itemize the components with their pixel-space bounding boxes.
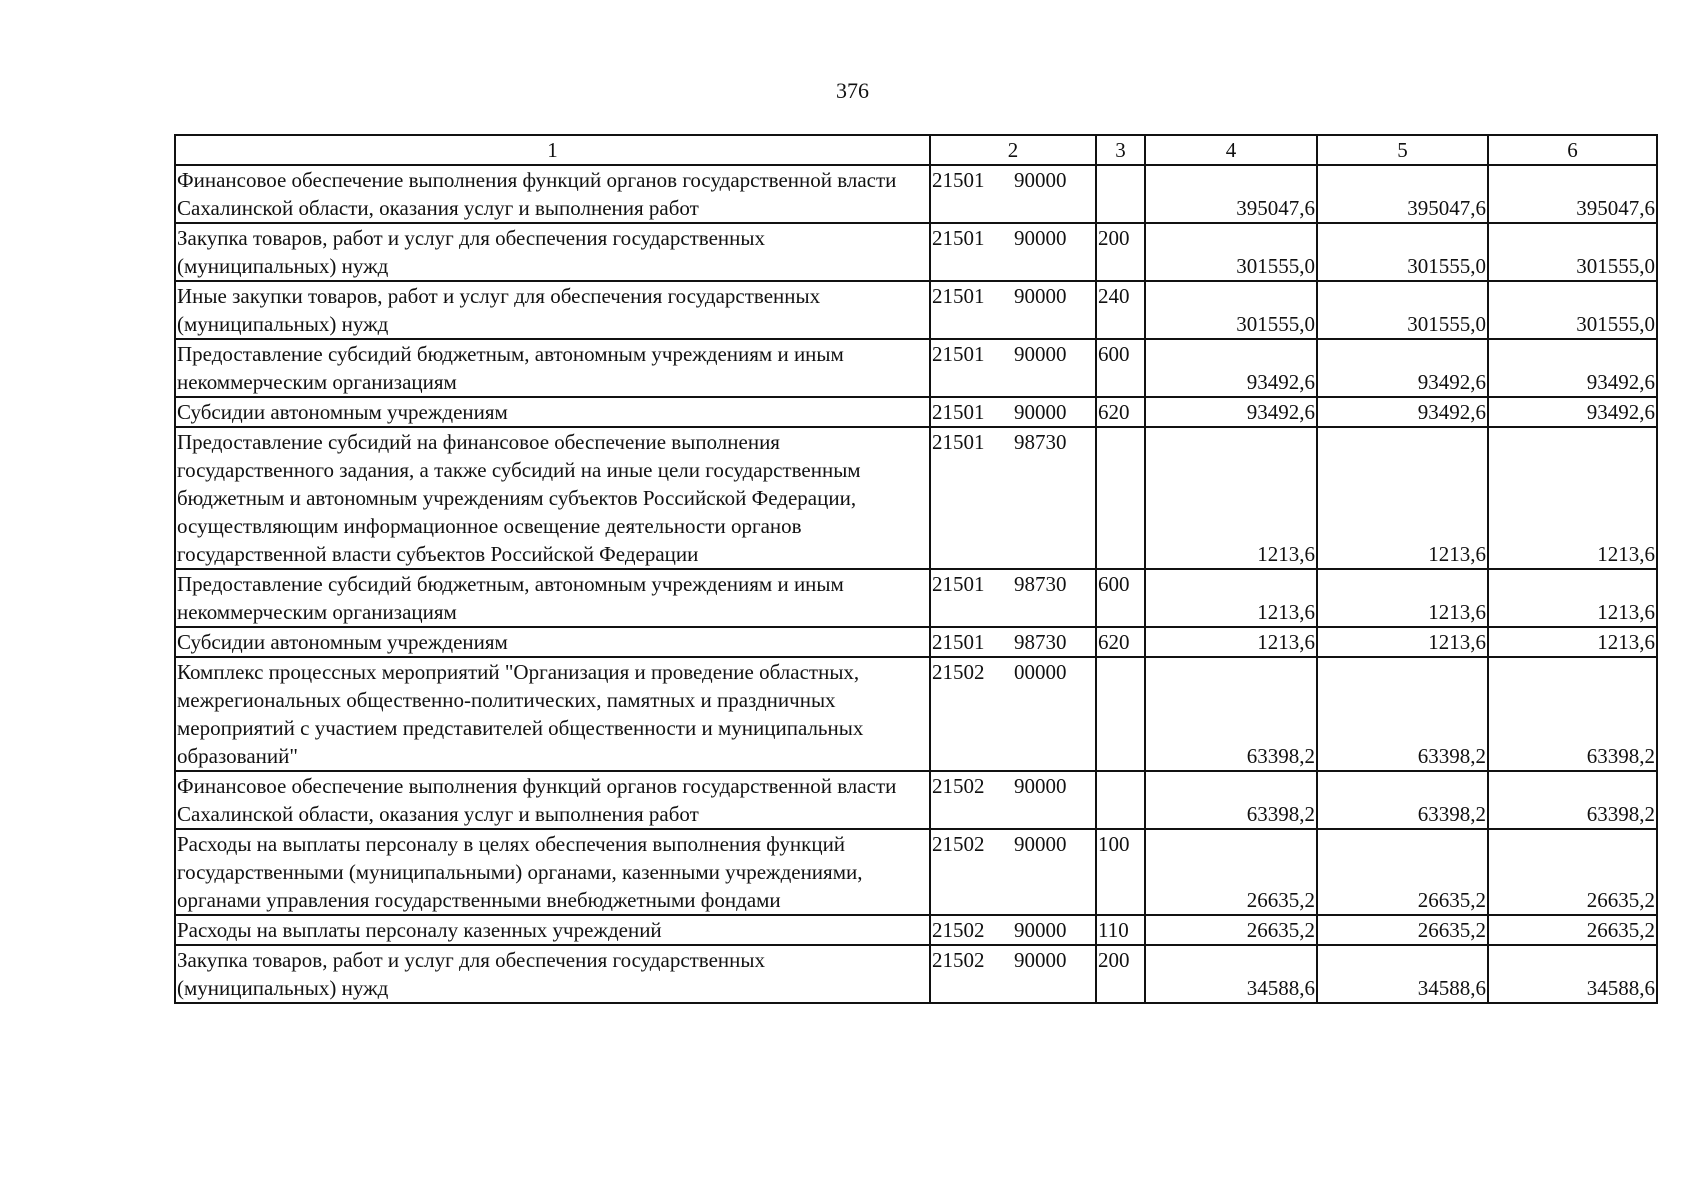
- row-name: Предоставление субсидий на финансовое обеспечение выполнения государственного задания, а также субсидий на иные цели государственным бюджетным и автономным учреждениям субъектов Российской Федерации, осуществляющим информационное освещение деятельности органов государственной власти субъектов Российской Федерации: [175, 427, 930, 569]
- direction-code: 90000: [1014, 284, 1067, 308]
- row-name: Предоставление субсидий бюджетным, автономным учреждениям и иным некоммерческим организациям: [175, 339, 930, 397]
- amount-col-6: 1213,6: [1488, 569, 1657, 627]
- target-article-code: [930, 657, 1096, 771]
- table-row: [175, 627, 1657, 657]
- page-number: 376: [836, 78, 869, 103]
- amount-col-6: 34588,6: [1488, 945, 1657, 1003]
- direction-code: 90000: [1014, 226, 1067, 250]
- column-header-5: 5: [1317, 135, 1488, 165]
- column-header-3: 3: [1096, 135, 1145, 165]
- amount-col-4: 1213,6: [1145, 569, 1317, 627]
- program-code: 21502: [932, 948, 985, 972]
- program-code: 21501: [932, 226, 985, 250]
- row-name: Предоставление субсидий бюджетным, автономным учреждениям и иным некоммерческим организациям: [175, 569, 930, 627]
- amount-col-5: 34588,6: [1317, 945, 1488, 1003]
- row-name: Финансовое обеспечение выполнения функций органов государственной власти Сахалинской области, оказания услуг и выполнения работ: [175, 165, 930, 223]
- program-code: 21502: [932, 832, 985, 856]
- program-code: 21501: [932, 572, 985, 596]
- row-name: Закупка товаров, работ и услуг для обеспечения государственных (муниципальных) нужд: [175, 223, 930, 281]
- column-header-2: 2: [930, 135, 1096, 165]
- table-row: [175, 569, 1657, 627]
- table-row: [175, 829, 1657, 915]
- amount-col-6: 301555,0: [1488, 223, 1657, 281]
- amount-col-5: 63398,2: [1317, 771, 1488, 829]
- direction-code: 90000: [1014, 948, 1067, 972]
- table-row: [175, 427, 1657, 569]
- amount-col-5: 395047,6: [1317, 165, 1488, 223]
- expense-type-code: 200: [1096, 945, 1145, 1003]
- amount-col-5: 93492,6: [1317, 397, 1488, 427]
- amount-col-5: 93492,6: [1317, 339, 1488, 397]
- amount-col-5: 26635,2: [1317, 915, 1488, 945]
- target-article-code: [930, 427, 1096, 569]
- amount-col-5: 1213,6: [1317, 627, 1488, 657]
- table-row: [175, 915, 1657, 945]
- program-code: 21502: [932, 660, 985, 684]
- amount-col-5: 301555,0: [1317, 223, 1488, 281]
- table-body: [175, 165, 1657, 1003]
- amount-col-5: 301555,0: [1317, 281, 1488, 339]
- amount-col-6: 63398,2: [1488, 657, 1657, 771]
- row-name: Финансовое обеспечение выполнения функций органов государственной власти Сахалинской области, оказания услуг и выполнения работ: [175, 771, 930, 829]
- amount-col-4: 93492,6: [1145, 397, 1317, 427]
- amount-col-6: 26635,2: [1488, 829, 1657, 915]
- amount-col-6: 93492,6: [1488, 339, 1657, 397]
- program-code: 21501: [932, 400, 985, 424]
- target-article-code: [930, 397, 1096, 427]
- expense-type-code: [1096, 771, 1145, 829]
- direction-code: 90000: [1014, 832, 1067, 856]
- target-article-code: [930, 281, 1096, 339]
- table-row: [175, 223, 1657, 281]
- expense-type-code: 240: [1096, 281, 1145, 339]
- row-name: Иные закупки товаров, работ и услуг для обеспечения государственных (муниципальных) нужд: [175, 281, 930, 339]
- row-name: Расходы на выплаты персоналу в целях обеспечения выполнения функций государственными (муниципальными) органами, казенными учреждениями, органами управления государственными внебюджетными фондами: [175, 829, 930, 915]
- column-header-6: 6: [1488, 135, 1657, 165]
- amount-col-4: 93492,6: [1145, 339, 1317, 397]
- row-name: Расходы на выплаты персоналу казенных учреждений: [175, 915, 930, 945]
- amount-col-6: 93492,6: [1488, 397, 1657, 427]
- program-code: 21501: [932, 342, 985, 366]
- direction-code: 98730: [1014, 630, 1067, 654]
- column-header-1: 1: [175, 135, 930, 165]
- expense-type-code: 620: [1096, 627, 1145, 657]
- target-article-code: [930, 223, 1096, 281]
- amount-col-5: 1213,6: [1317, 569, 1488, 627]
- expense-type-code: 100: [1096, 829, 1145, 915]
- budget-table: [174, 134, 1658, 1004]
- amount-col-6: 1213,6: [1488, 627, 1657, 657]
- amount-col-5: 26635,2: [1317, 829, 1488, 915]
- amount-col-4: 63398,2: [1145, 657, 1317, 771]
- expense-type-code: 600: [1096, 339, 1145, 397]
- target-article-code: [930, 627, 1096, 657]
- table-row: [175, 165, 1657, 223]
- direction-code: 90000: [1014, 918, 1067, 942]
- target-article-code: [930, 945, 1096, 1003]
- expense-type-code: 110: [1096, 915, 1145, 945]
- amount-col-5: 63398,2: [1317, 657, 1488, 771]
- program-code: 21502: [932, 918, 985, 942]
- program-code: 21502: [932, 774, 985, 798]
- table-row: [175, 657, 1657, 771]
- expense-type-code: 620: [1096, 397, 1145, 427]
- table-row: [175, 945, 1657, 1003]
- row-name: Субсидии автономным учреждениям: [175, 397, 930, 427]
- direction-code: 90000: [1014, 168, 1067, 192]
- direction-code: 90000: [1014, 400, 1067, 424]
- direction-code: 90000: [1014, 774, 1067, 798]
- direction-code: 98730: [1014, 430, 1067, 454]
- amount-col-4: 1213,6: [1145, 427, 1317, 569]
- target-article-code: [930, 165, 1096, 223]
- expense-type-code: 600: [1096, 569, 1145, 627]
- row-name: Закупка товаров, работ и услуг для обеспечения государственных (муниципальных) нужд: [175, 945, 930, 1003]
- direction-code: 98730: [1014, 572, 1067, 596]
- table-header-row: [175, 135, 1657, 165]
- amount-col-4: 1213,6: [1145, 627, 1317, 657]
- amount-col-6: 63398,2: [1488, 771, 1657, 829]
- target-article-code: [930, 771, 1096, 829]
- amount-col-4: 395047,6: [1145, 165, 1317, 223]
- table-row: [175, 397, 1657, 427]
- expense-type-code: [1096, 657, 1145, 771]
- column-header-4: 4: [1145, 135, 1317, 165]
- program-code: 21501: [932, 430, 985, 454]
- expense-type-code: 200: [1096, 223, 1145, 281]
- amount-col-6: 26635,2: [1488, 915, 1657, 945]
- target-article-code: [930, 829, 1096, 915]
- amount-col-4: 301555,0: [1145, 223, 1317, 281]
- row-name: Субсидии автономным учреждениям: [175, 627, 930, 657]
- amount-col-6: 1213,6: [1488, 427, 1657, 569]
- expense-type-code: [1096, 427, 1145, 569]
- program-code: 21501: [932, 630, 985, 654]
- program-code: 21501: [932, 284, 985, 308]
- amount-col-4: 26635,2: [1145, 829, 1317, 915]
- amount-col-4: 34588,6: [1145, 945, 1317, 1003]
- row-name: Комплекс процессных мероприятий "Организация и проведение областных, межрегиональных общественно-политических, памятных и праздничных мероприятий с участием представителей общественности и муниципальных образований": [175, 657, 930, 771]
- direction-code: 90000: [1014, 342, 1067, 366]
- table-row: [175, 771, 1657, 829]
- amount-col-6: 395047,6: [1488, 165, 1657, 223]
- target-article-code: [930, 569, 1096, 627]
- expense-type-code: [1096, 165, 1145, 223]
- amount-col-4: 301555,0: [1145, 281, 1317, 339]
- table-row: [175, 281, 1657, 339]
- target-article-code: [930, 915, 1096, 945]
- amount-col-5: 1213,6: [1317, 427, 1488, 569]
- table-row: [175, 339, 1657, 397]
- amount-col-6: 301555,0: [1488, 281, 1657, 339]
- amount-col-4: 26635,2: [1145, 915, 1317, 945]
- program-code: 21501: [932, 168, 985, 192]
- direction-code: 00000: [1014, 660, 1067, 684]
- amount-col-4: 63398,2: [1145, 771, 1317, 829]
- target-article-code: [930, 339, 1096, 397]
